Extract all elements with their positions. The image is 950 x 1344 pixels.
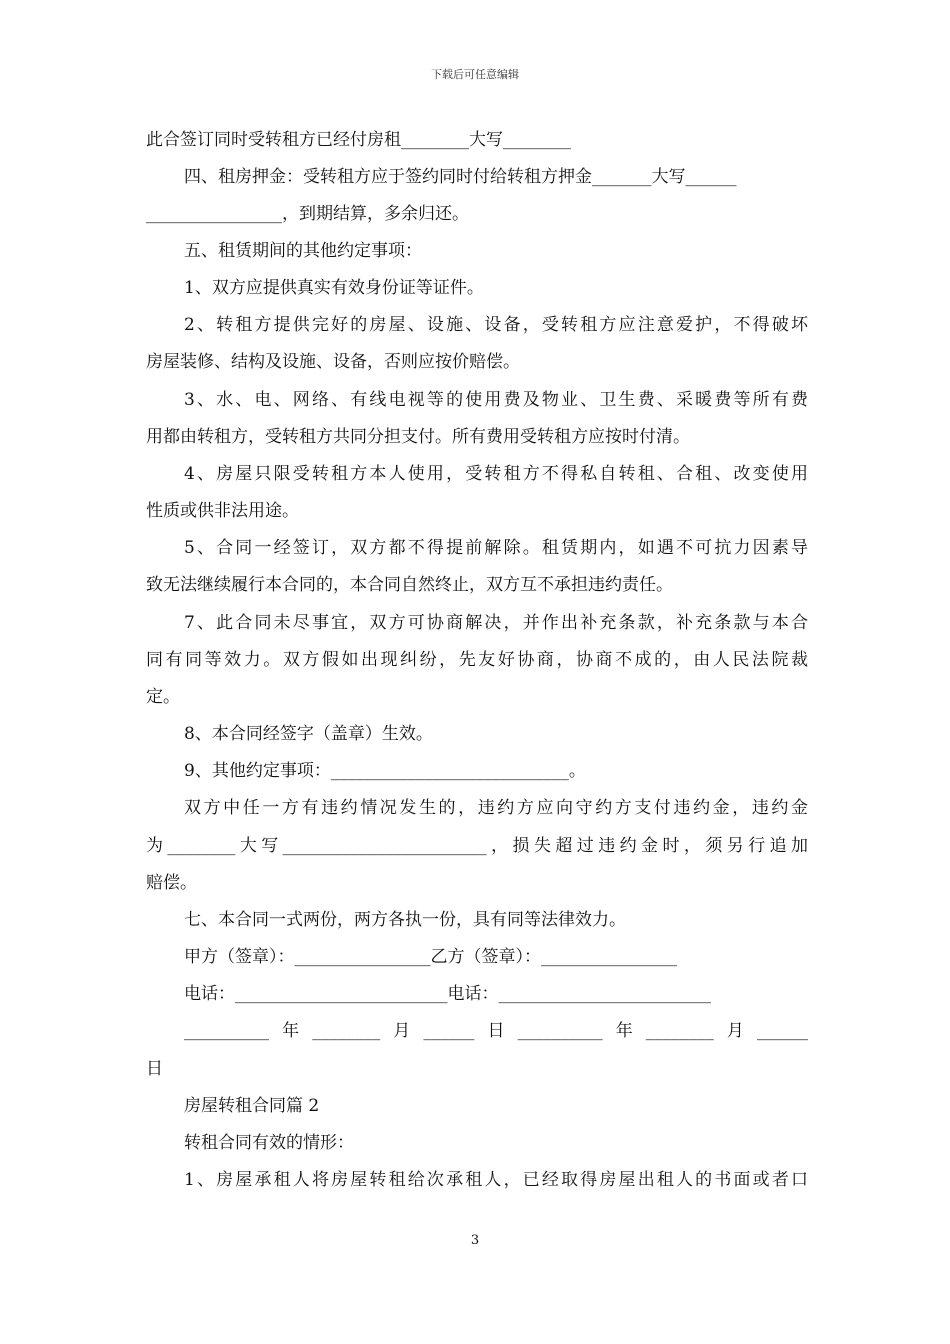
text-line: 定。 [146,687,180,707]
text-line: 四、租房押金：受转租方应于签约同时付给转租方押金_______大写______ [184,167,737,187]
text-line: ________________，到期结算，多余归还。 [146,204,469,224]
text-line: 9、其他约定事项：____________________________。 [184,761,586,781]
text-line: 3、水、电、网络、有线电视等的使用费及物业、卫生费、采暖费等所有费 [184,390,808,410]
text-line: 同有同等效力。双方假如出现纠纷，先友好协商，协商不成的，由人民法院裁 [146,650,808,670]
text-line: 五、租赁期间的其他约定事项： [184,241,422,261]
text-line: 房屋装修、结构及设施、设备，否则应按价赔偿。 [146,352,520,372]
phone-line: 电话：_________________________电话：_________________________ [184,984,711,1004]
text-line: 1、双方应提供真实有效身份证等证件。 [184,278,484,298]
text-line: 日 [146,1059,163,1079]
text-line: 赔偿。 [146,873,197,893]
signature-line: 甲方（签章）：________________乙方（签章）：________________ [184,947,677,967]
text-line: 转租合同有效的情形： [184,1133,354,1153]
text-line: 7、此合同未尽事宜，双方可协商解决，并作出补充条款，补充条款与本合 [184,613,808,633]
text-line: 为________大写________________________，损失超过违约金时，须另行追加 [146,836,808,856]
text-line: 5、合同一经签订，双方都不得提前解除。租赁期内，如遇不可抗力因素导 [184,538,808,558]
text-line: 2、转租方提供完好的房屋、设施、设备，受转租方应注意爱护，不得破坏 [184,315,808,335]
text-line: 双方中任一方有违约情况发生的，违约方应向守约方支付违约金，违约金 [184,798,808,818]
text-line: 8、本合同经签字（盖章）生效。 [184,724,433,744]
date-line: __________年________月______日__________年________月______ [184,1021,808,1041]
text-line: 用都由转租方，受转租方共同分担支付。所有费用受转租方应按时付清。 [146,427,690,447]
text-line: 4、房屋只限受转租方本人使用，受转租方不得私自转租、合租、改变使用 [184,464,808,484]
text-line: 1、房屋承租人将房屋转租给次承租人，已经取得房屋出租人的书面或者口 [184,1170,808,1190]
text-line: 性质或供非法用途。 [146,501,299,521]
text-line: 此合签订同时受转租方已经付房租________大写________ [146,130,571,150]
section-title: 房屋转租合同篇 2 [184,1096,320,1116]
text-line: 致无法继续履行本合同的，本合同自然终止，双方互不承担违约责任。 [146,575,673,595]
text-line: 七、本合同一式两份，两方各执一份，具有同等法律效力。 [184,910,626,930]
page-number: 3 [470,1233,480,1248]
page-header: 下载后可任意编辑 [431,68,519,81]
